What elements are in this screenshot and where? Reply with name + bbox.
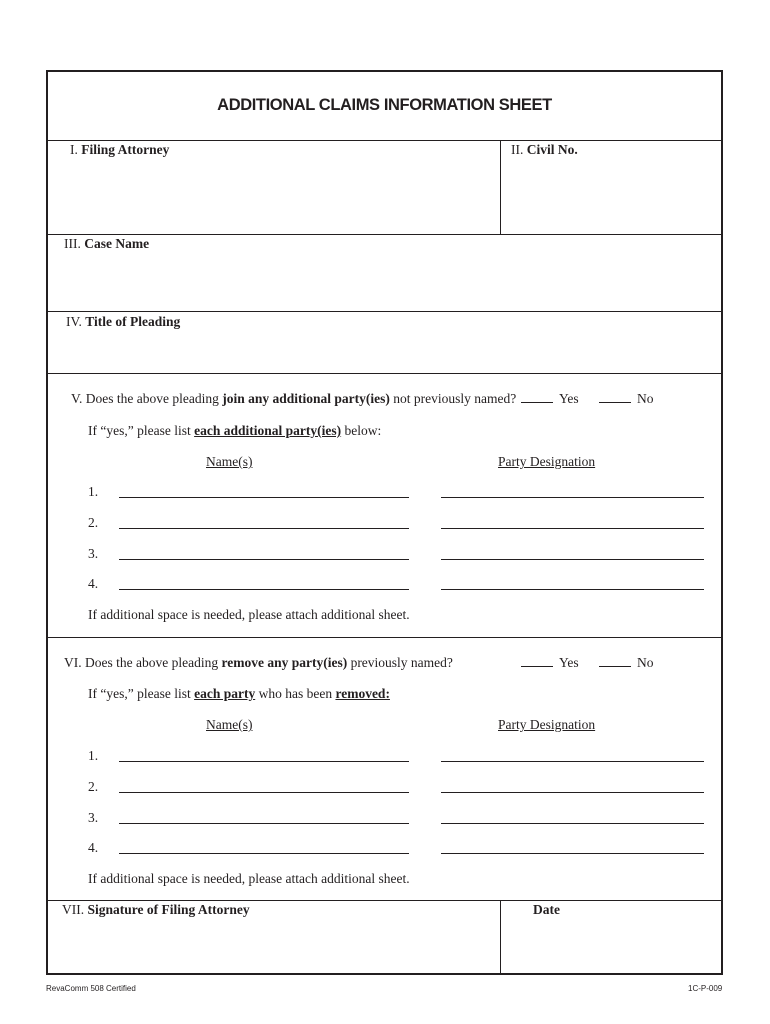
divider	[48, 900, 723, 901]
row-number: 4.	[88, 840, 99, 855]
row-number: 2.	[88, 779, 99, 794]
divider	[500, 140, 501, 234]
claims-form	[46, 70, 723, 975]
row-number: 1.	[88, 748, 99, 763]
party-designation-input-line[interactable]	[441, 559, 704, 560]
join-yes-option[interactable]: Yes	[521, 391, 579, 407]
name-input-line[interactable]	[119, 559, 409, 560]
party-designation-input-line[interactable]	[441, 528, 704, 529]
yes-blank[interactable]	[521, 655, 553, 667]
signature-field[interactable]	[62, 902, 250, 918]
section-number: VI.	[64, 655, 82, 670]
party-designation-column-header: Party Designation	[498, 717, 596, 732]
row-number: 1.	[88, 484, 99, 499]
title-of-pleading-field[interactable]	[66, 314, 180, 330]
party-designation-column-header: Party Designation	[498, 454, 596, 469]
name-input-line[interactable]	[119, 589, 409, 590]
remove-no-option[interactable]: No	[599, 655, 654, 671]
remove-list-instruction: If “yes,” please list each party who has been removed:	[88, 686, 390, 701]
section-number: II.	[511, 142, 524, 157]
name-input-line[interactable]	[119, 761, 409, 762]
divider	[48, 637, 723, 638]
party-designation-input-line[interactable]	[441, 823, 704, 824]
row-number: 3.	[88, 810, 99, 825]
section-number: VII.	[62, 902, 85, 917]
civil-no-field[interactable]	[511, 142, 578, 158]
no-blank[interactable]	[599, 655, 631, 667]
divider	[48, 140, 723, 141]
section-number: V.	[71, 391, 83, 406]
party-designation-input-line[interactable]	[441, 497, 704, 498]
remove-party-question: VI. Does the above pleading remove any party(ies) previously named?	[64, 655, 453, 670]
filing-attorney-label: Filing Attorney	[81, 142, 170, 157]
title-of-pleading-label: Title of Pleading	[85, 314, 181, 329]
footer-certification: RevaComm 508 Certified	[46, 984, 136, 993]
divider	[48, 234, 723, 235]
name-input-line[interactable]	[119, 497, 409, 498]
names-column-header: Name(s)	[206, 717, 253, 732]
row-number: 3.	[88, 546, 99, 561]
filing-attorney-field[interactable]	[70, 142, 169, 158]
party-designation-input-line[interactable]	[441, 589, 704, 590]
form-title: ADDITIONAL CLAIMS INFORMATION SHEET	[217, 96, 552, 114]
remove-yes-option[interactable]: Yes	[521, 655, 579, 671]
case-name-label: Case Name	[84, 236, 150, 251]
divider	[48, 373, 723, 374]
join-no-option[interactable]: No	[599, 391, 654, 407]
signature-label: Signature of Filing Attorney	[87, 902, 250, 917]
section-number: I.	[70, 142, 78, 157]
additional-space-note: If additional space is needed, please attach additional sheet.	[88, 871, 410, 886]
form-code: 1C-P-009	[688, 984, 723, 993]
divider	[500, 900, 501, 975]
no-blank[interactable]	[599, 391, 631, 403]
party-designation-input-line[interactable]	[441, 761, 704, 762]
civil-no-label: Civil No.	[526, 142, 578, 157]
name-input-line[interactable]	[119, 792, 409, 793]
name-input-line[interactable]	[119, 823, 409, 824]
party-designation-input-line[interactable]	[441, 853, 704, 854]
join-party-question: V. Does the above pleading join any additional party(ies) not previously named?	[71, 391, 517, 406]
name-input-line[interactable]	[119, 528, 409, 529]
divider	[48, 311, 723, 312]
names-column-header: Name(s)	[206, 454, 253, 469]
section-number: III.	[64, 236, 81, 251]
yes-blank[interactable]	[521, 391, 553, 403]
date-field[interactable]: Date	[533, 902, 560, 917]
case-name-field[interactable]	[64, 236, 149, 252]
join-list-instruction: If “yes,” please list each additional party(ies) below:	[88, 423, 382, 438]
name-input-line[interactable]	[119, 853, 409, 854]
row-number: 2.	[88, 515, 99, 530]
party-designation-input-line[interactable]	[441, 792, 704, 793]
additional-space-note: If additional space is needed, please attach additional sheet.	[88, 607, 410, 622]
section-number: IV.	[66, 314, 82, 329]
row-number: 4.	[88, 576, 99, 591]
